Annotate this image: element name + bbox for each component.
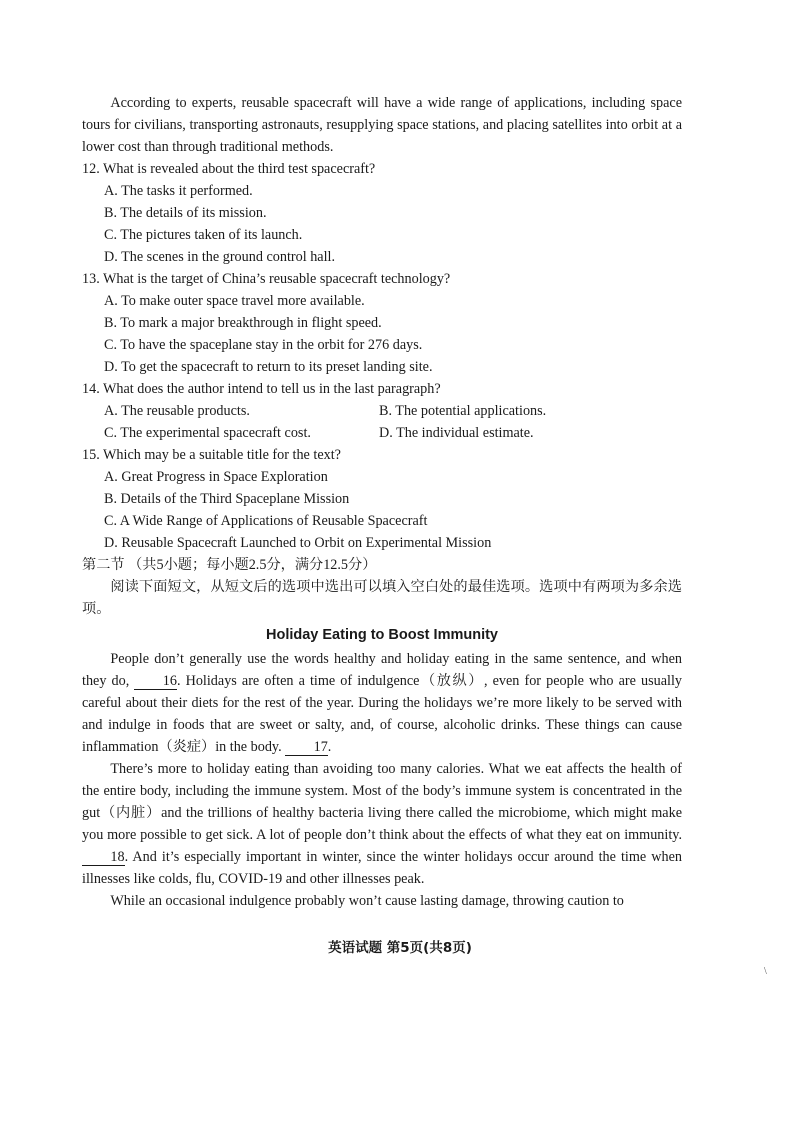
options-row [104,400,682,422]
option-a: A. The tasks it performed. [104,183,253,199]
option-c: C. A Wide Range of Applications of Reusable Spacecraft [104,513,428,529]
question-15 [82,444,682,554]
blank-16[interactable]: 16 [134,673,177,690]
passage-text: People don’t generally use the words healthy and holiday eating in the same sentence, and when they do, [82,651,682,689]
question-12 [82,158,682,268]
passage-text: . And it’s especially important in winter, since the winter holidays occur around the time when illnesses like colds, flu, COVID-19 and other illnesses peak. [82,849,682,887]
question-stem: 15. Which may be a suitable title for the text? [82,447,341,463]
page-footer: 英语试题 第5页(共8页) [328,940,472,956]
passage-paragraph-3: While an occasional indulgence probably won’t cause lasting damage, throwing caution to [110,893,624,909]
option-b: B. Details of the Third Spaceplane Mission [104,491,350,507]
passage-title: Holiday Eating to Boost Immunity [265,627,498,643]
question-14 [82,378,682,444]
option-c: C. The pictures taken of its launch. [104,227,303,243]
question-stem: 13. What is the target of China’s reusable spacecraft technology? [82,271,451,287]
passage-text: There’s more to holiday eating than avoiding too many calories. What we eat affects the health of the entire body, including the immune system. Most of the body’s immune system is concentrated in the gut（内脏）and the trillions of healthy bacteria living there called the microbiome, which might make you more possible to get sick. A lot of people don’t think about the effects of what they eat on immunity. [82,761,682,843]
option-b: B. To mark a major breakthrough in flight speed. [104,315,382,331]
passage-paragraph-1 [82,648,682,758]
option-c: C. The experimental spacecraft cost. [104,425,311,441]
blank-17[interactable]: 17 [285,739,328,756]
corner-mark: \ [764,966,767,977]
option-a: A. Great Progress in Space Exploration [104,469,328,485]
option-c: C. To have the spaceplane stay in the orbit for 276 days. [104,337,423,353]
options-row [104,422,682,444]
question-stem: 14. What does the author intend to tell us in the last paragraph? [82,381,441,397]
option-d: D. To get the spacecraft to return to its preset landing site. [104,359,433,375]
passage-text: . [327,739,332,755]
option-d: D. The scenes in the ground control hall. [104,249,336,265]
option-d: D. Reusable Spacecraft Launched to Orbit on Experimental Mission [104,535,492,551]
exam-page [82,92,682,912]
option-b: B. The details of its mission. [104,205,267,221]
passage-text: . Holidays are often a time of indulgence（放纵）, even for people who are usually careful about their diets for the rest of the year. During the holidays we’re more likely to be served with and indulge in foods that are sweet or salty, and, of course, alcoholic drinks. These things can cause inflammation（炎症）in the body. [82,673,682,755]
option-a: A. The reusable products. [104,403,250,419]
option-d: D. The individual estimate. [379,425,534,441]
option-b: B. The potential applications. [379,403,547,419]
intro-paragraph: According to experts, reusable spacecraft will have a wide range of applications, including space tours for civilians, transporting astronauts, resupplying space stations, and placing satellites into orbit at a lower cost than through traditional methods. [82,95,682,155]
option-a: A. To make outer space travel more available. [104,293,365,309]
section-heading: 第二节 （共5小题；每小题2.5分，满分12.5分） [82,557,377,573]
blank-18[interactable]: 18 [82,849,125,866]
section-instructions: 阅读下面短文，从短文后的选项中选出可以填入空白处的最佳选项。选项中有两项为多余选项。 [82,579,682,617]
question-13 [82,268,682,378]
passage-paragraph-2 [82,758,682,890]
question-stem: 12. What is revealed about the third test spacecraft? [82,161,376,177]
